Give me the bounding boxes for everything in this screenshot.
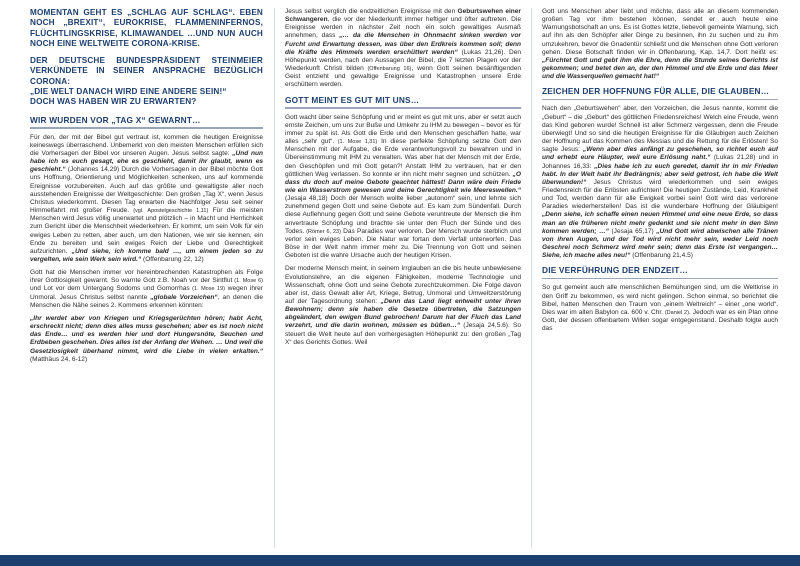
intro-crisis-list: MOMENTAN GEHT ES „SCHLAG AUF SCHLAG“. EBEN NOCH „BREXIT“, EUROKRISE, FLAMMENINFERNOS, FLÜCHTLINGSKRISE, KLIMAWANDEL …UND NUN AUCH NOCH EINE WELTWEITE CORONA-KRISE. <box>30 8 263 48</box>
paragraph: So gut gemeint auch alle menschlichen Bemühungen sind, um die Weltkrise in den Griff zu bekommen, es wird nicht gelingen. Schon einmal, so berichtet die Bibel, hatten Menschen den Traum von „einem Weltreich“ – einer „one world“. Dies war im alten Babylon ca. 600 v. Chr. (Daniel 2). Jedoch war es ein Plan ohne Gott, der dessen offenbartem Willen sogar entgegenstand. Deshalb folgte auch das <box>542 284 778 333</box>
bible-quote: „Dies habe ich zu euch geredet, damit ihr in mir Frieden habt. In der Welt habt ihr Bedrängnis; aber seid getrost, ich habe die Welt überwunden!“ <box>542 162 778 186</box>
heading-tag-x-warning: WIR WURDEN VOR „TAG X“ GEWARNT… <box>30 114 201 125</box>
heading-end-time-seduction: DIE VERFÜHRUNG DER ENDZEIT… <box>542 265 688 276</box>
column-divider <box>274 8 275 548</box>
paragraph: Für den, der mit der Bibel gut vertraut ist, kommen die heutigen Ereignisse keineswegs überraschend. Unbemerkt von den meisten Menschen erfüllen sich die Vorhersagen der Bibel vor unseren Augen. Jesus selbst sagte: „Und nun habe ich es euch gesagt, ehe es geschieht, damit ihr glaubt, wenn es geschieht.“ (Johannes 14,29) Durch die Vorhersagen in der Bibel möchte Gott uns Hoffnung, Orientierung und Möglichkeiten schenken, uns auf kommende Ereignisse vorzubereiten. Auch auf das größte und gewaltigste aller noch ausstehenden Ereignisse der Weltgeschichte: Den großen „Tag X“, wenn Jesus Christus wiederkommt. Diesen Tag erwarten die Nachfolger Jesu seit seiner Himmelfahrt mit großer Freude. (vgl. Apostelgeschichte 1,11) Für die meisten Menschen wird Jesus völlig unerwartet und plötzlich – in Macht und Herrlichkeit zum Gericht über die Menschheit wiederkehren. Er kommt, um sein Volk für ein ewiges Leben zu retten, aber auch, um den Nationen, wie wir sie kennen, ein Ende zu bereiten und sein ewiges Reich der Liebe und Gerechtigkeit aufzurichten. „Und siehe, ich komme bald …, um einem jeden so zu vergelten, wie sein Werk sein wird.“ (Offenbarung 22, 12) <box>30 133 263 264</box>
bible-reference: (vgl. Apostelgeschichte 1,11) <box>129 208 209 215</box>
bible-reference: (1. Mose 19) <box>189 286 225 293</box>
heading-rule <box>542 99 778 101</box>
paragraph: Der moderne Mensch meint, in seinem Irrglauben an die bis heute unbewiesene Evolutionslehre, an die eigenen Fähigkeiten, moderne Technologie und Wissenschaft, ohne Gott und seine Gebote zurechtzukommen. Die Folge davon aber ist, dass Gewalt aller Art, Kriege, Betrug, Unmoral und Umweltzerstörung auf der Tagesordnung stehen: „Denn das Land liegt entweiht unter ihren Bewohnern; denn sie haben die Gesetze übertreten, die Satzungen abgeändert, den ewigen Bund gebrochen! Darum hat der Fluch das Land verzehrt, und die darin wohnen, müssen es büßen…“ (Jesaja 24,5.6). So steuert die Welt heute auf den vorhergesagten Höhepunkt zu: den großen „Tag X“ des Gerichts Gottes. Weil <box>285 265 521 346</box>
heading-rule <box>285 107 521 109</box>
intro-steinmeier-quote: DER DEUTSCHE BUNDESPRÄSIDENT STEINMEIER VERKÜNDETE IN SEINER ANSPRACHE BEZÜGLICH CORONA: „DIE WELT DANACH WIRD EINE ANDERE SEIN!“ DOCH WAS HABEN WIR ZU ERWARTEN? <box>30 56 263 107</box>
bible-quote: „Denn siehe, ich schaffe einen neuen Himmel und eine neue Erde, so dass man an die früheren nicht mehr gedenkt und sie nicht mehr in den Sinn kommen werden; …“ <box>542 211 778 235</box>
bible-quote: „globale Vorzeichen“ <box>150 293 218 301</box>
bible-reference: (Offenbarung 16) <box>363 66 412 73</box>
bible-reference: (1. Mose 6) <box>232 278 263 285</box>
heading-rule <box>30 127 263 129</box>
heading-rule <box>542 278 778 280</box>
bible-quote: „… da die Menschen in Ohnmacht sinken werden vor Furcht und Erwartung dessen, was über den Erdkreis kommen soll; denn die Kräfte des Himmels werden erschüttert werden“ <box>285 32 521 56</box>
column-3 <box>542 8 778 548</box>
paragraph: Gott hat die Menschen immer vor hereinbrechenden Katastrophen als Folge ihrer Gottlosigkeit gewarnt. So warnte Gott z.B. Noah vor der Sintflut (1. Mose 6) und Lot vor dem Untergang Sodoms und Gomorrhas (1. Mose 19) wegen ihrer Unmoral. Jesus Christus selbst nannte „globale Vorzeichen“, an denen die Menschen die Nähe seines 2. Kommens erkennen könnten: <box>30 269 263 309</box>
bible-quote: „Und siehe, ich komme bald …, um einem jeden so zu vergelten, wie sein Werk sein wird.“ <box>30 247 263 264</box>
bible-quote: „Wenn aber dies anfängt zu geschehen, so richtet euch auf und erhebt eure Häupter, weil eure Erlösung naht.“ <box>542 146 778 162</box>
bible-reference: (1. Mose 1,31) <box>334 139 378 146</box>
bible-quote: „Denn das Land liegt entweiht unter ihren Bewohnern; denn sie haben die Gesetze übertreten, die Satzungen abgeändert, den ewigen Bund gebrochen! Darum hat der Fluch das Land verzehrt, und die darin wohnen, müssen es büßen…“ <box>285 298 521 330</box>
bible-quote: „Und Gott wird abwischen alle Tränen von ihren Augen, und der Tod wird nicht mehr sein, weder Leid noch Geschrei noch Schmerz wird mehr sein; denn das Erste ist vergangen… Siehe, ich mache alles neu!“ <box>542 227 778 260</box>
bible-reference: (Römer 6, 23) <box>304 228 341 235</box>
paragraph: Gott uns Menschen aber liebt und möchte, dass alle an diesem kommenden großen Tag vor ihm bestehen können, sendet er auch heute eine Warnungsbotschaft an uns. Es ist Gottes letzte, liebevoll gemeinte Warnung, sich auf ihn als den Schöpfer aller Dinge zu besinnen, ihn zu suchen und zu ihm umzukehren, bevor die Gnadentür schließt und die Menschen ohne Gott verloren gehen. Diese Botschaft finden wir in Offenbarung, Kap. 14,7. Dort heißt es: „Fürchtet Gott und gebt ihm die Ehre, denn die Stunde seines Gerichts ist gekommen; und betet den an, der den Himmel und die Erde und das Meer und die Wasserquellen gemacht hat!“ <box>542 8 778 81</box>
paragraph: Nach den „Geburtswehen“ aber, den Vorzeichen, die Jesus nannte, kommt die „Geburt“ – die „Geburt“ des göttlichen Friedensreiches! Welch eine Freude, wenn das Kind geboren wurde! Schnell ist aller Schmerz vergessen, denn die Freude überwiegt! Und so sind die heutigen Ereignisse für die Gläubigen auch Zeichen der Hoffnung auf das Kommen des Messias und die Rettung für die Erlösten! So sagte Jesus: „Wenn aber dies anfängt zu geschehen, so richtet euch auf und erhebt eure Häupter, weil eure Erlösung naht.“ (Lukas 21,28) und in Johannes 16,33: „Dies habe ich zu euch geredet, damit ihr in mir Frieden habt. In der Welt habt ihr Bedrängnis; aber seid getrost, ich habe die Welt überwunden!“ Jesus Christus wird wiederkommen und sein ewiges Friedensreich für die Erlösten aufrichten! Die heutigen Zustände, Leid, Krankheit und Tod, werden dann für alle Ewigkeit vorbei sein! Gott wird das verlorene Paradies wiederherstellen! Das ist die wunderbare Hoffnung der Gläubigen! „Denn siehe, ich schaffe einen neuen Himmel und eine neue Erde, so dass man an die früheren nicht mehr gedenkt und sie nicht mehr in den Sinn kommen werden; …“ (Jesaja 65,17) „Und Gott wird abwischen alle Tränen von ihren Augen, und der Tod wird nicht mehr sein, weder Leid noch Geschrei noch Schmerz wird mehr sein; denn das Erste ist vergangen… Siehe, ich mache alles neu!“ (Offenbarung 21,4.5) <box>542 105 778 260</box>
footer-bar <box>0 555 800 566</box>
column-1 <box>30 8 263 548</box>
bible-reference: (Daniel 2) <box>663 309 689 316</box>
heading-god-means-well: GOTT MEINT ES GUT MIT UNS… <box>285 94 420 105</box>
heading-signs-of-hope: ZEICHEN DER HOFFNUNG FÜR ALLE, DIE GLAUBEN… <box>542 86 770 97</box>
column-divider <box>531 8 532 548</box>
bible-quote: „Ihr werdet aber von Kriegen und Kriegsgerüchten hören; habt Acht, erschreckt nicht; denn dies alles muss geschehen; aber es ist noch nicht das Ende… und es werden hier und dort Hungersnöte, Seuchen und Erdbeben geschehen. Dies alles ist der Anfang der Wehen. … Und weil die Gesetzlosigkeit überhand nimmt, wird die Liebe in vielen erkalten.“ <box>30 314 263 355</box>
bible-quote: „O dass du doch auf meine Gebote geachtet hättest! Dann wäre dein Friede wie ein Wasserstrom gewesen und deine Gerechtigkeit wie Meereswellen.“ <box>285 170 521 194</box>
paragraph: Jesus selbst verglich die endzeitlichen Ereignisse mit den Geburtswehen einer Schwangeren, die vor der Niederkunft immer heftiger und öfter auftreten. Die Ereignisse werden in nächster Zeit noch ein solch gewaltiges Ausmaß annehmen, dass „… da die Menschen in Ohnmacht sinken werden vor Furcht und Erwartung dessen, was über den Erdkreis kommen soll; denn die Kräfte des Himmels werden erschüttert werden“ (Lukas 21,26). Den Höhepunkt werden, nach den Aussagen der Bibel, die 7 letzten Plagen vor der Wiederkunft Christi bilden (Offenbarung 16), wenn Gott seinen besänftigenden Geist entzieht und gewaltige Ereignisse und Katastrophen unsere Erde erschüttern werden. <box>285 8 521 89</box>
paragraph: Gott wacht über seine Schöpfung und er meint es gut mit uns, aber er setzt auch ernste Zeichen, um uns zur Buße und Umkehr zu IHM zu bewegen – bevor es für immer zu spät ist. Als Gott die Erde und den Menschen geschaffen hatte, war alles „sehr gut“. (1. Mose 1,31) In diese perfekte Schöpfung setzte Gott den Menschen mit der Aufgabe, die Erde verantwortungsvoll zu bewahren und in Übereinstimmung mit IHM zu verwalten. Was aber hat der Mensch mit der Erde, den Geschöpfen und mit Gott getan?! Anstatt IHM zu vertrauen, hat er den göttlichen Weg verlassen. So konnte er ihn nicht mehr segnen und schützen. „O dass du doch auf meine Gebote geachtet hättest! Dann wäre dein Friede wie ein Wasserstrom gewesen und deine Gerechtigkeit wie Meereswellen.“ (Jesaja 48,18) Doch der Mensch wollte lieber „autonom“ sein, und lehnte sich zunehmend gegen Gott und seine Gebote auf. Es kam zum Sündenfall. Durch diese Auflehnung gegen Gott und seine Gebote veruntreute der Mensch die ihm anvertraute Schöpfung und brachte sie unter den Fluch der Sünde und des Todes. (Römer 6, 23) Das Paradies war verloren. Der Mensch wurde sterblich und verlor sein ewiges Leben. Die Natur war fortan dem Verfall unterworfen. Das Böse in der Welt nahm immer mehr zu. Die Trennung von Gott und seinen Geboten ist die wahre Ursache auch der heutigen Krisen. <box>285 113 521 260</box>
column-2 <box>285 8 521 548</box>
bible-quote: „Fürchtet Gott und gebt ihm die Ehre, denn die Stunde seines Gerichts ist gekommen; und betet den an, der den Himmel und die Erde und das Meer und die Wasserquellen gemacht hat!“ <box>542 56 778 81</box>
bible-quote: „Und nun habe ich es euch gesagt, ehe es geschieht, damit ihr glaubt, wenn es geschieht.“ <box>30 149 263 174</box>
paragraph: „Ihr werdet aber von Kriegen und Kriegsgerüchten hören; habt Acht, erschreckt nicht; denn dies alles muss geschehen; aber es ist noch nicht das Ende… und es werden hier und dort Hungersnöte, Seuchen und Erdbeben geschehen. Dies alles ist der Anfang der Wehen. … Und weil die Gesetzlosigkeit überhand nimmt, wird die Liebe in vielen erkalten.“ (Matthäus 24, 6-12) <box>30 314 263 363</box>
